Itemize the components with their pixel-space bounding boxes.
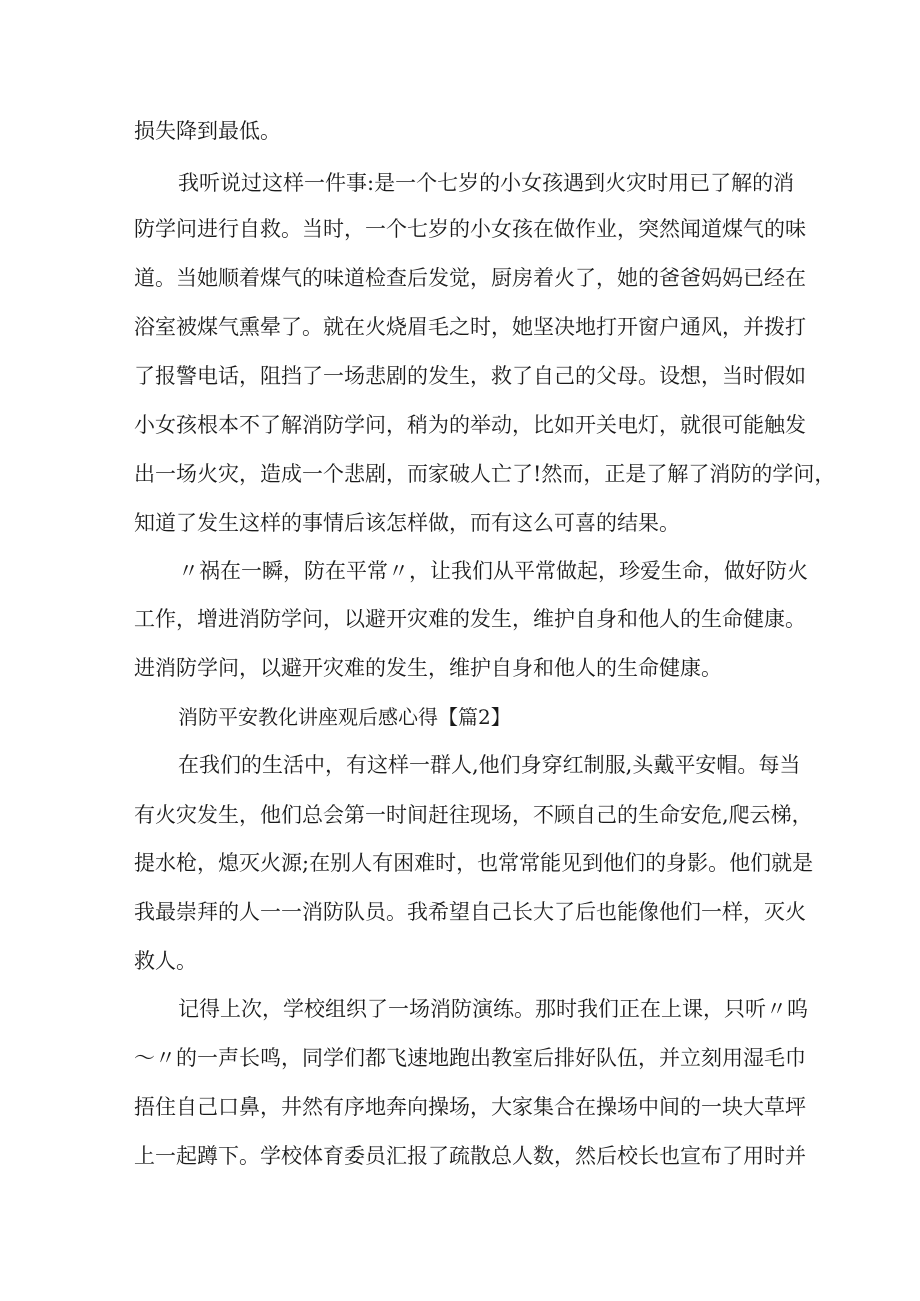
- text-line: 损失降到最低。: [134, 119, 281, 143]
- text-line: 出一场火灾，造成一个悲剧，而家破人亡了!然而，正是了解了消防的学问，: [134, 462, 836, 486]
- paragraph-first-line: 我听说过这样一件事:是一个七岁的小女孩遇到火灾时用已了解的消: [178, 171, 795, 195]
- text-line: 工作，增进消防学问，以避开灾难的发生，维护自身和他人的生命健康。: [134, 607, 806, 631]
- text-line: 捂住自己口鼻，井然有序地奔向操场，大家集合在操场中间的一块大草坪: [134, 1095, 806, 1119]
- text-line: 知道了发生这样的事情后该怎样做，而有这么可喜的结果。: [134, 511, 680, 535]
- section-heading: 消防平安教化讲座观后感心得【篇2】: [178, 705, 511, 729]
- text-line: 有火灾发生，他们总会第一时间赶往现场，不顾自己的生命安危,爬云梯，: [134, 803, 813, 827]
- text-line: 上一起蹲下。学校体育委员汇报了疏散总人数，然后校长也宣布了用时并: [134, 1144, 806, 1168]
- text-line: 提水枪，熄灭火源;在别人有困难时，也常常能见到他们的身影。他们就是: [134, 851, 814, 875]
- text-line: 了报警电话，阻挡了一场悲剧的发生，救了自己的父母。设想，当时假如: [134, 364, 806, 388]
- paragraph-first-line: 记得上次，学校组织了一场消防演练。那时我们正在上课，只听〃呜: [178, 997, 808, 1021]
- text-line: 浴室被煤气熏晕了。就在火烧眉毛之时，她坚决地打开窗户通风，并拨打: [134, 315, 806, 339]
- text-line: 救人。: [134, 949, 197, 973]
- text-line: 小女孩根本不了解消防学问，稍为的举动，比如开关电灯，就很可能触发: [134, 413, 806, 437]
- text-line: 道。当她顺着煤气的味道检查后发觉，厨房着火了，她的爸爸妈妈已经在: [134, 266, 806, 290]
- text-line: 防学问进行自救。当时，一个七岁的小女孩在做作业，突然闻道煤气的味: [134, 217, 806, 241]
- text-line: ～〃的一声长鸣，同学们都飞速地跑出教室后排好队伍，并立刻用湿毛巾: [134, 1046, 806, 1070]
- text-line: 我最崇拜的人一一消防队员。我希望自己长大了后也能像他们一样，灭火: [134, 900, 806, 924]
- paragraph-first-line: 在我们的生活中，有这样一群人,他们身穿红制服,头戴平安帽。每当: [178, 753, 801, 777]
- text-line: 进消防学问，以避开灾难的发生，维护自身和他人的生命健康。: [134, 656, 722, 680]
- paragraph-first-line: 〃祸在一瞬，防在平常〃，让我们从平常做起，珍爱生命，做好防火: [178, 559, 808, 583]
